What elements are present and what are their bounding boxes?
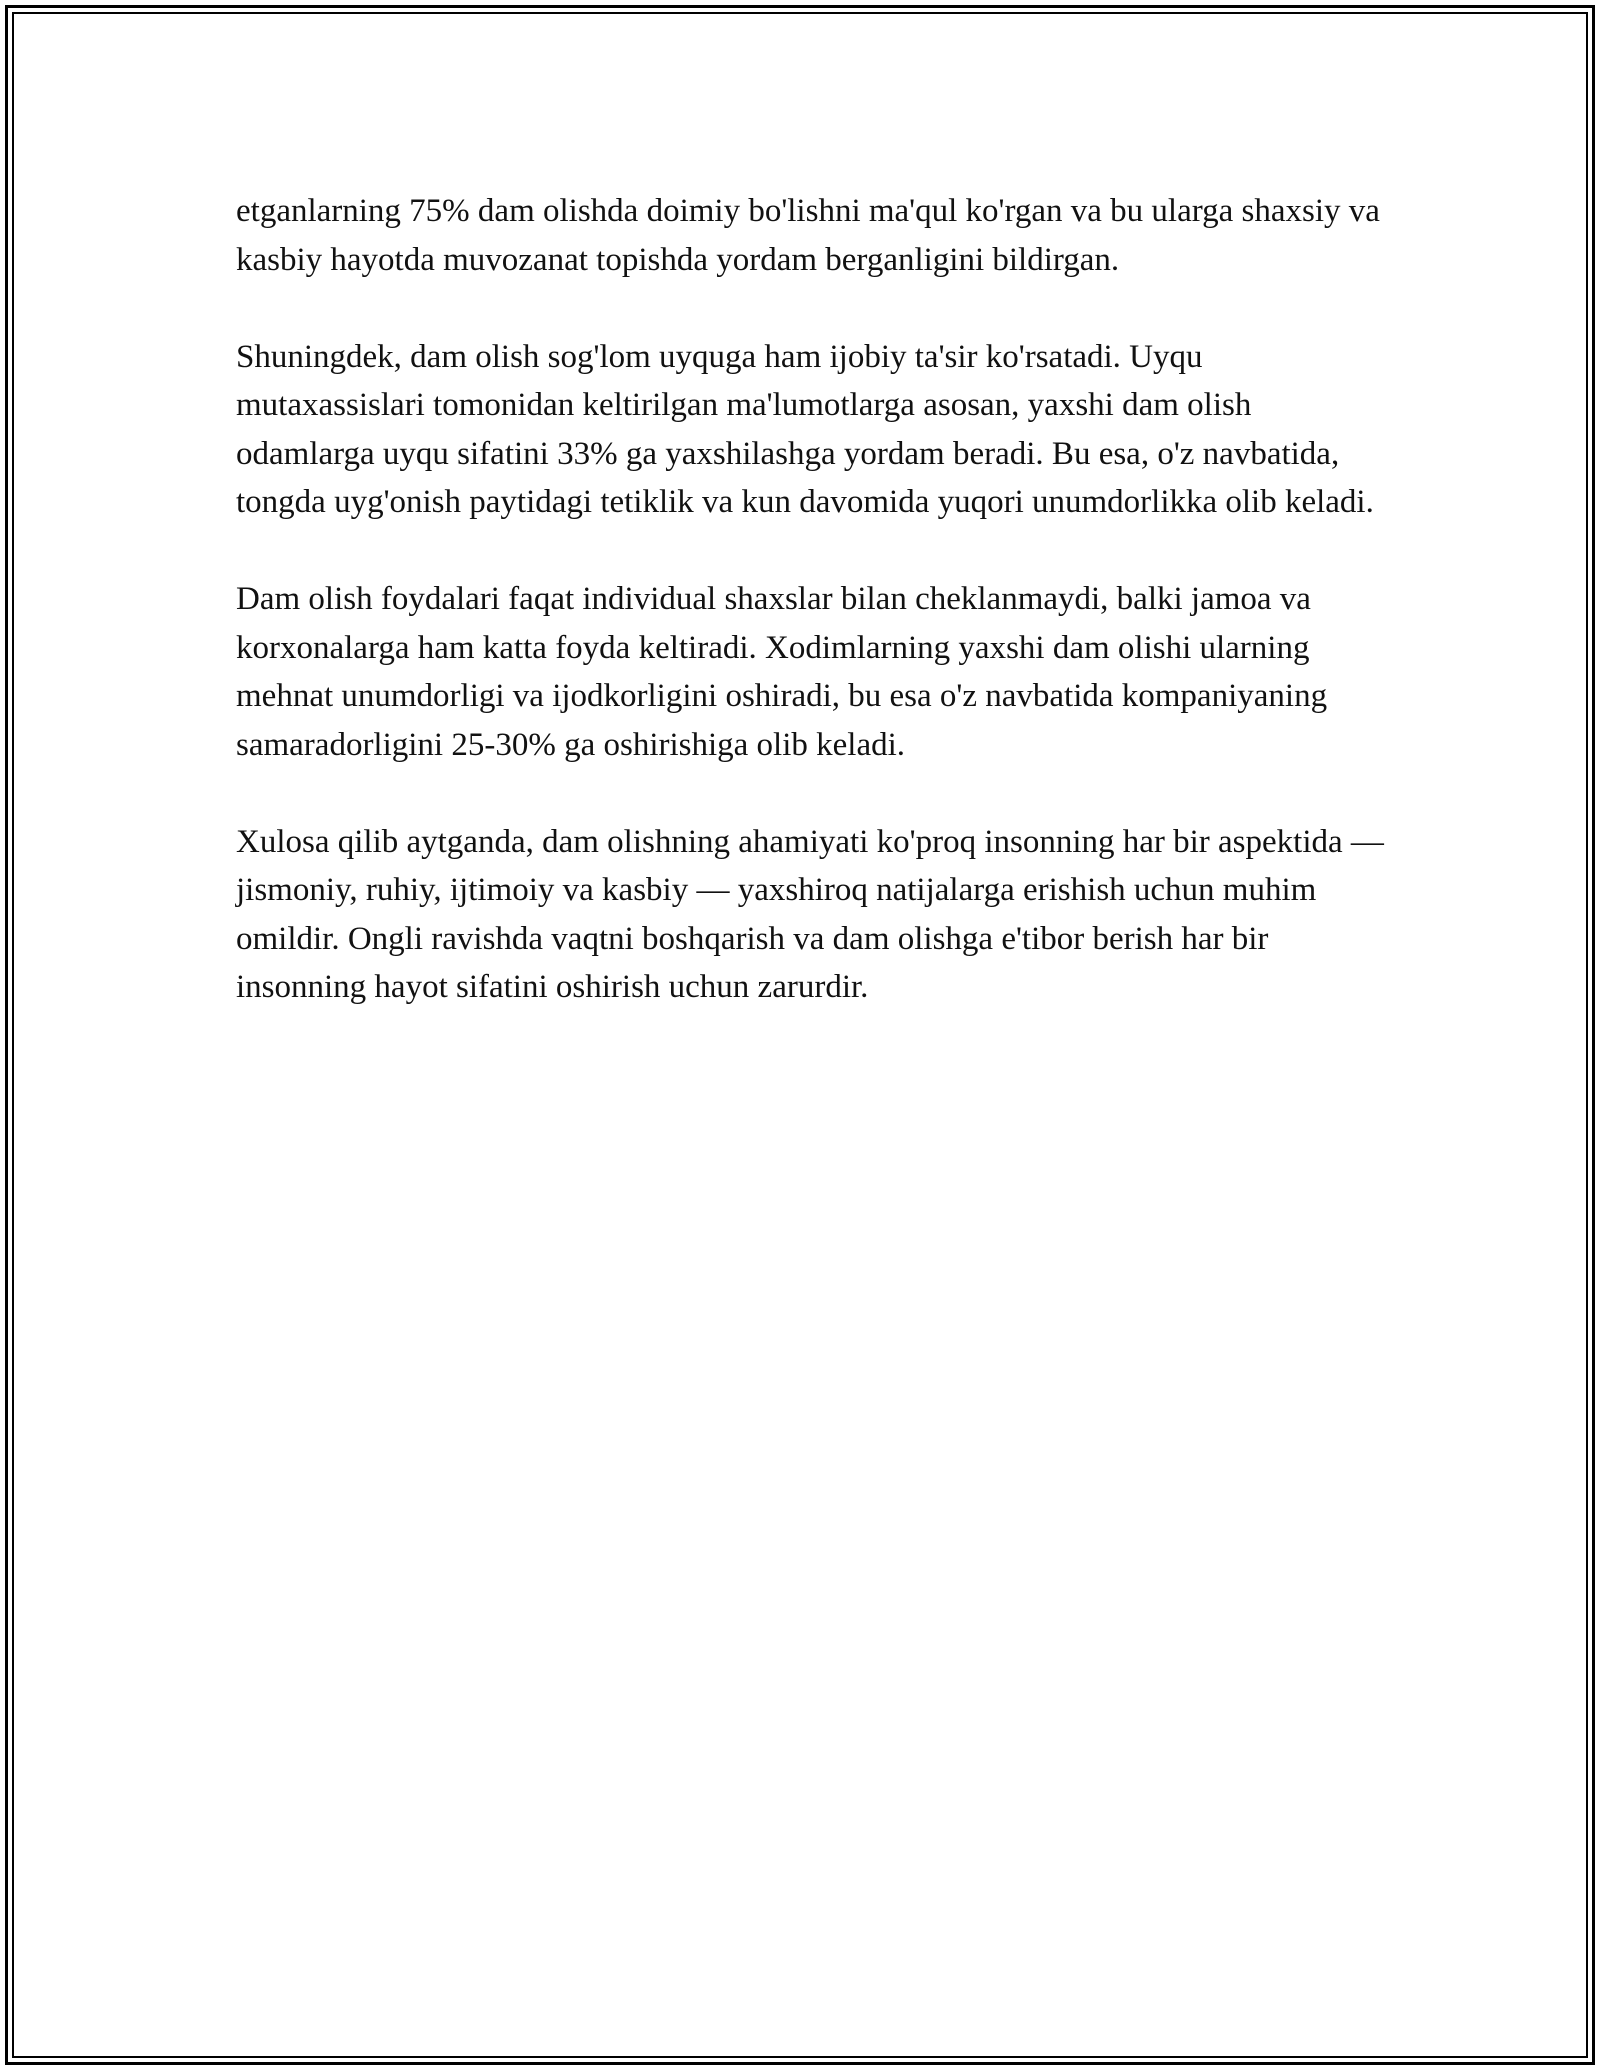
- paragraph-1: etganlarning 75% dam olishda doimiy bo'lishni ma'qul ko'rgan va bu ularga shaxsiy va kasbiy hayotda muvozanat topishda yordam berganligini bildirgan.: [236, 193, 1380, 278]
- document-body: [236, 187, 1396, 1060]
- paragraph-3: Dam olish foydalari faqat individual shaxslar bilan cheklanmaydi, balki jamoa va korxonalarga ham katta foyda keltiradi. Xodimlarning yaxshi dam olishi ularning mehnat unumdorligi va ijodkorligini oshiradi, bu esa o'z navbatida kompaniyaning samaradorligini 25-30% ga oshirishiga olib keladi.: [236, 581, 1328, 763]
- paragraph-2: Shuningdek, dam olish sog'lom uyquga ham ijobiy ta'sir ko'rsatadi. Uyqu mutaxassislari tomonidan keltirilgan ma'lumotlarga asosan, yaxshi dam olish odamlarga uyqu sifatini 33% ga yaxshilashga yordam beradi. Bu esa, o'z navbatida, tongda uyg'onish paytidagi tetiklik va kun davomida yuqori unumdorlikka olib keladi.: [236, 338, 1374, 520]
- paragraph-4: Xulosa qilib aytganda, dam olishning ahamiyati ko'proq insonning har bir aspektida — jismoniy, ruhiy, ijtimoiy va kasbiy — yaxshiroq natijalarga erishish uchun muhim omildir. Ongli ravishda vaqtni boshqarish va dam olishga e'tibor berish har bir insonning hayot sifatini oshirish uchun zarurdir.: [236, 823, 1384, 1005]
